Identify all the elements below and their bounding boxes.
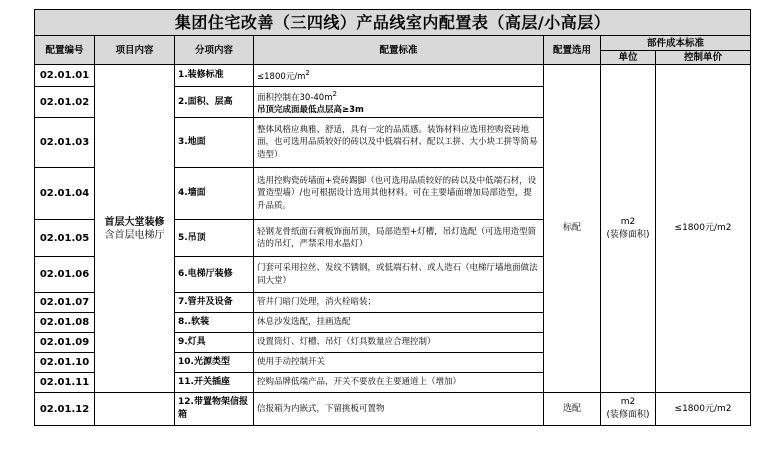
row-sub: 12.带置物架信报箱	[175, 393, 254, 426]
header-sub: 分项内容	[175, 36, 254, 65]
row-sub: 11.开关插座	[175, 373, 254, 393]
area-line1: 首层大堂装修	[104, 216, 165, 228]
row-sub: 6.电梯厅装修	[175, 257, 254, 293]
row-code: 02.01.09	[35, 333, 95, 353]
row-standard	[254, 65, 544, 87]
row-standard: 选用控购瓷砖墙面+瓷砖踢脚（也可选用品质较好的砖以及中低端石材，设置造型墙）/也可根据设计选用其他材料。可在主要墙面增加局部造型，提升品质。	[254, 168, 544, 220]
header-selection: 配置选用	[544, 36, 601, 65]
unit-text: m2	[620, 216, 636, 227]
header-row-1	[35, 36, 751, 51]
row-code: 02.01.11	[35, 373, 95, 393]
standard-sup: 2	[332, 88, 337, 98]
unit-note: (装修面积)	[606, 229, 650, 240]
row-unit	[601, 393, 656, 426]
standard-text: 面积控制在30-40m	[257, 92, 333, 103]
row-standard: 门套可采用拉丝、发纹不锈钢，或低端石材、或人造石（电梯厅墙地面做法同大堂）	[254, 257, 544, 293]
config-table	[34, 9, 751, 426]
group-unit	[601, 65, 656, 393]
row-standard: 设置筒灯、灯槽、吊灯（灯具数量应合理控制）	[254, 333, 544, 353]
group-selection: 标配	[544, 65, 601, 393]
row-sub: 5.吊顶	[175, 220, 254, 257]
row-standard: 轻钢龙骨纸面石膏板饰面吊顶，局部造型+灯槽，吊灯选配（可选用造型简洁的吊灯，严禁采用水晶灯）	[254, 220, 544, 257]
row-standard: 信报箱为内嵌式，下留挑板可置物	[254, 393, 544, 426]
row-code: 02.01.10	[35, 353, 95, 373]
row-code: 02.01.07	[35, 293, 95, 313]
row-standard: 控购品牌低端产品，开关不要放在主要通道上（增加）	[254, 373, 544, 393]
area-line2: 含首层电梯厅	[104, 229, 165, 241]
row-sub: 2.面积、层高	[175, 87, 254, 118]
row-sub: 1.装修标准	[175, 65, 254, 87]
row-code: 02.01.06	[35, 257, 95, 293]
row-standard: 使用手动控制开关	[254, 353, 544, 373]
table-row	[35, 65, 751, 87]
header-item: 项目内容	[95, 36, 175, 65]
row-selection: 选配	[544, 393, 601, 426]
row-standard: 管井门暗门处理，消火栓暗装；	[254, 293, 544, 313]
unit-note: (装修面积)	[606, 410, 650, 420]
row-code: 02.01.05	[35, 220, 95, 257]
standard-sup: 2	[305, 68, 310, 78]
row-code: 02.01.01	[35, 65, 95, 87]
row-sub: 3.地面	[175, 118, 254, 168]
standard-text: ≤1800元/m	[257, 72, 306, 83]
header-price: 控制单价	[656, 51, 751, 65]
row-sub: 7.管井及设备	[175, 293, 254, 313]
config-table-frame	[34, 9, 750, 426]
title-row	[35, 10, 751, 36]
table-row	[35, 393, 751, 426]
row-code: 02.01.03	[35, 118, 95, 168]
row-sub: 4.墙面	[175, 168, 254, 220]
row-code: 02.01.04	[35, 168, 95, 220]
row-standard	[254, 87, 544, 118]
standard-bold: 吊顶完成面最低点层高≥3m	[257, 104, 364, 115]
row-sub: 8..软装	[175, 313, 254, 333]
row-standard: 整体风格应典雅、舒适，具有一定的品质感。装饰材料应选用控购瓷砖地面，也可选用品质较好的砖以及中低端石材、配以工拼、大小块工拼等简易造型）	[254, 118, 544, 168]
row-code: 02.01.08	[35, 313, 95, 333]
row-code: 02.01.02	[35, 87, 95, 118]
area-cell	[95, 65, 175, 393]
header-code: 配置编号	[35, 36, 95, 65]
group-price: ≤1800元/m2	[656, 65, 751, 393]
header-standard: 配置标准	[254, 36, 544, 65]
row-sub: 10.光源类型	[175, 353, 254, 373]
row-item-empty	[95, 393, 175, 426]
unit-text: m2	[620, 397, 636, 407]
table-title: 集团住宅改善（三四线）产品线室内配置表（高层/小高层）	[35, 10, 751, 36]
header-cost-group: 部件成本标准	[601, 36, 751, 51]
row-price: ≤1800元/m2	[656, 393, 751, 426]
row-code: 02.01.12	[35, 393, 95, 426]
header-unit: 单位	[601, 51, 656, 65]
row-standard: 休息沙发选配，挂画选配	[254, 313, 544, 333]
row-sub: 9.灯具	[175, 333, 254, 353]
